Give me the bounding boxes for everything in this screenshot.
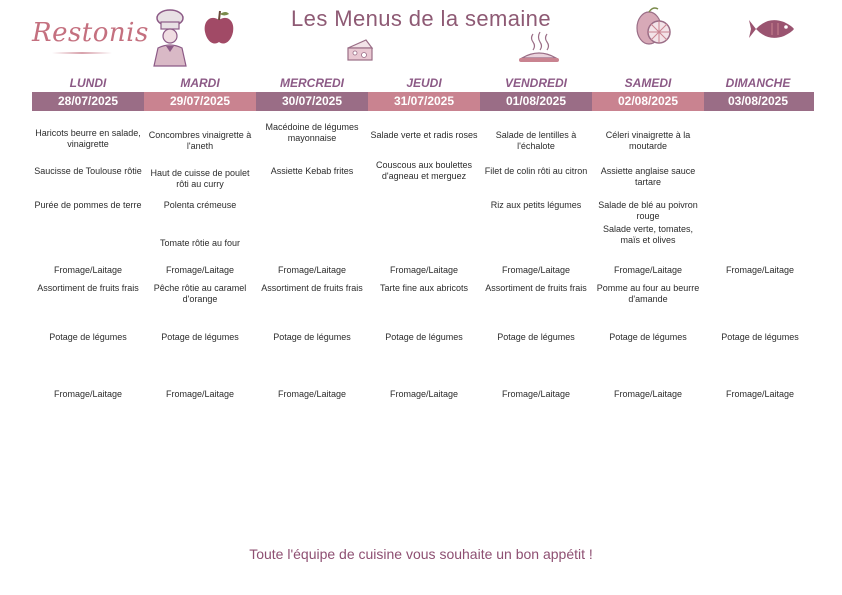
menu-item: Salade verte et radis roses — [370, 130, 478, 140]
menu-item: Salade verte, tomates, maïs et olives — [602, 224, 694, 245]
menu-item: Fromage/Laitage — [501, 265, 571, 275]
menu-item: Fromage/Laitage — [277, 389, 347, 399]
menu-item: Assiette anglaise sauce tartare — [600, 166, 696, 187]
menu-item: Pomme au four au beurre d'amande — [596, 283, 700, 304]
menu-item: Fromage/Laitage — [389, 265, 459, 275]
day-date: 31/07/2025 — [368, 92, 480, 111]
cheese-icon — [346, 38, 374, 62]
day-date: 03/08/2025 — [727, 94, 789, 108]
menu-item: Fromage/Laitage — [501, 389, 571, 399]
menu-item: Potage de légumes — [385, 332, 463, 342]
day-headers — [32, 76, 814, 92]
menu-item: Fromage/Laitage — [725, 265, 795, 275]
menu-item: Fromage/Laitage — [613, 389, 683, 399]
menu-item: Potage de légumes — [497, 332, 575, 342]
menu-item: Fromage/Laitage — [277, 265, 347, 275]
footer-message: Toute l'équipe de cuisine vous souhaite un bon appétit ! — [249, 546, 593, 562]
menu-item: Saucisse de Toulouse rôtie — [34, 166, 142, 176]
restaurant-logo: Restonis — [32, 18, 149, 48]
day-name: JEUDI — [406, 76, 442, 90]
menu-item: Assiette Kebab frites — [270, 166, 354, 176]
day-name: MARDI — [180, 76, 220, 90]
day-name: VENDREDI — [504, 76, 567, 90]
fish-icon — [748, 14, 798, 44]
day-name: DIMANCHE — [725, 76, 791, 90]
menu-item: Filet de colin rôti au citron — [484, 166, 588, 176]
menu-item: Pêche rôtie au caramel d'orange — [153, 283, 247, 304]
menu-item: Fromage/Laitage — [165, 265, 235, 275]
menu-item: Potage de légumes — [609, 332, 687, 342]
day-name: SAMEDI — [624, 76, 672, 90]
menu-item: Fromage/Laitage — [165, 389, 235, 399]
menu-item: Fromage/Laitage — [389, 389, 459, 399]
menu-item: Salade de lentilles à l'échalote — [495, 130, 577, 151]
day-name: MERCREDI — [279, 76, 344, 90]
menu-item: Salade de blé au poivron rouge — [598, 200, 698, 221]
day-date: 28/07/2025 — [57, 94, 119, 108]
menu-item: Macédoine de légumes mayonnaise — [265, 122, 359, 143]
page-title: Les Menus de la semaine — [291, 6, 551, 31]
menu-item: Haricots beurre en salade, vinaigrette — [35, 128, 141, 149]
lemon-icon — [632, 4, 674, 50]
menu-item: Riz aux petits légumes — [490, 200, 582, 210]
menu-item: Couscous aux boulettes d'agneau et merguez — [375, 160, 473, 181]
menu-item: Assortiment de fruits frais — [261, 283, 363, 293]
menu-item: Fromage/Laitage — [613, 265, 683, 275]
menu-item: Tomate rôtie au four — [159, 238, 241, 248]
menu-item: Tarte fine aux abricots — [379, 283, 469, 293]
day-name: LUNDI — [69, 76, 107, 90]
date-band — [32, 92, 814, 111]
menu-item: Concombres vinaigrette à l'aneth — [148, 130, 252, 151]
menu-item: Assortiment de fruits frais — [37, 283, 139, 293]
day-date: 30/07/2025 — [281, 94, 343, 108]
menu-item: Fromage/Laitage — [53, 265, 123, 275]
menu-item: Potage de légumes — [49, 332, 127, 342]
menu-item: Potage de légumes — [721, 332, 799, 342]
menu-item: Purée de pommes de terre — [34, 200, 142, 210]
dish-icon — [518, 30, 560, 66]
apple-icon — [202, 8, 236, 48]
menu-item: Potage de légumes — [273, 332, 351, 342]
menu-item: Fromage/Laitage — [725, 389, 795, 399]
logo-underline — [52, 52, 112, 54]
menu-item: Fromage/Laitage — [53, 389, 123, 399]
day-date: 02/08/2025 — [592, 92, 704, 111]
menu-item: Polenta crémeuse — [163, 200, 237, 210]
chef-icon — [148, 6, 192, 68]
day-date: 29/07/2025 — [144, 92, 256, 111]
day-date: 01/08/2025 — [505, 94, 567, 108]
menu-item: Haut de cuisse de poulet rôti au curry — [150, 168, 250, 189]
menu-item: Assortiment de fruits frais — [485, 283, 587, 293]
menu-item: Céleri vinaigrette à la moutarde — [605, 130, 691, 151]
menu-item: Potage de légumes — [161, 332, 239, 342]
